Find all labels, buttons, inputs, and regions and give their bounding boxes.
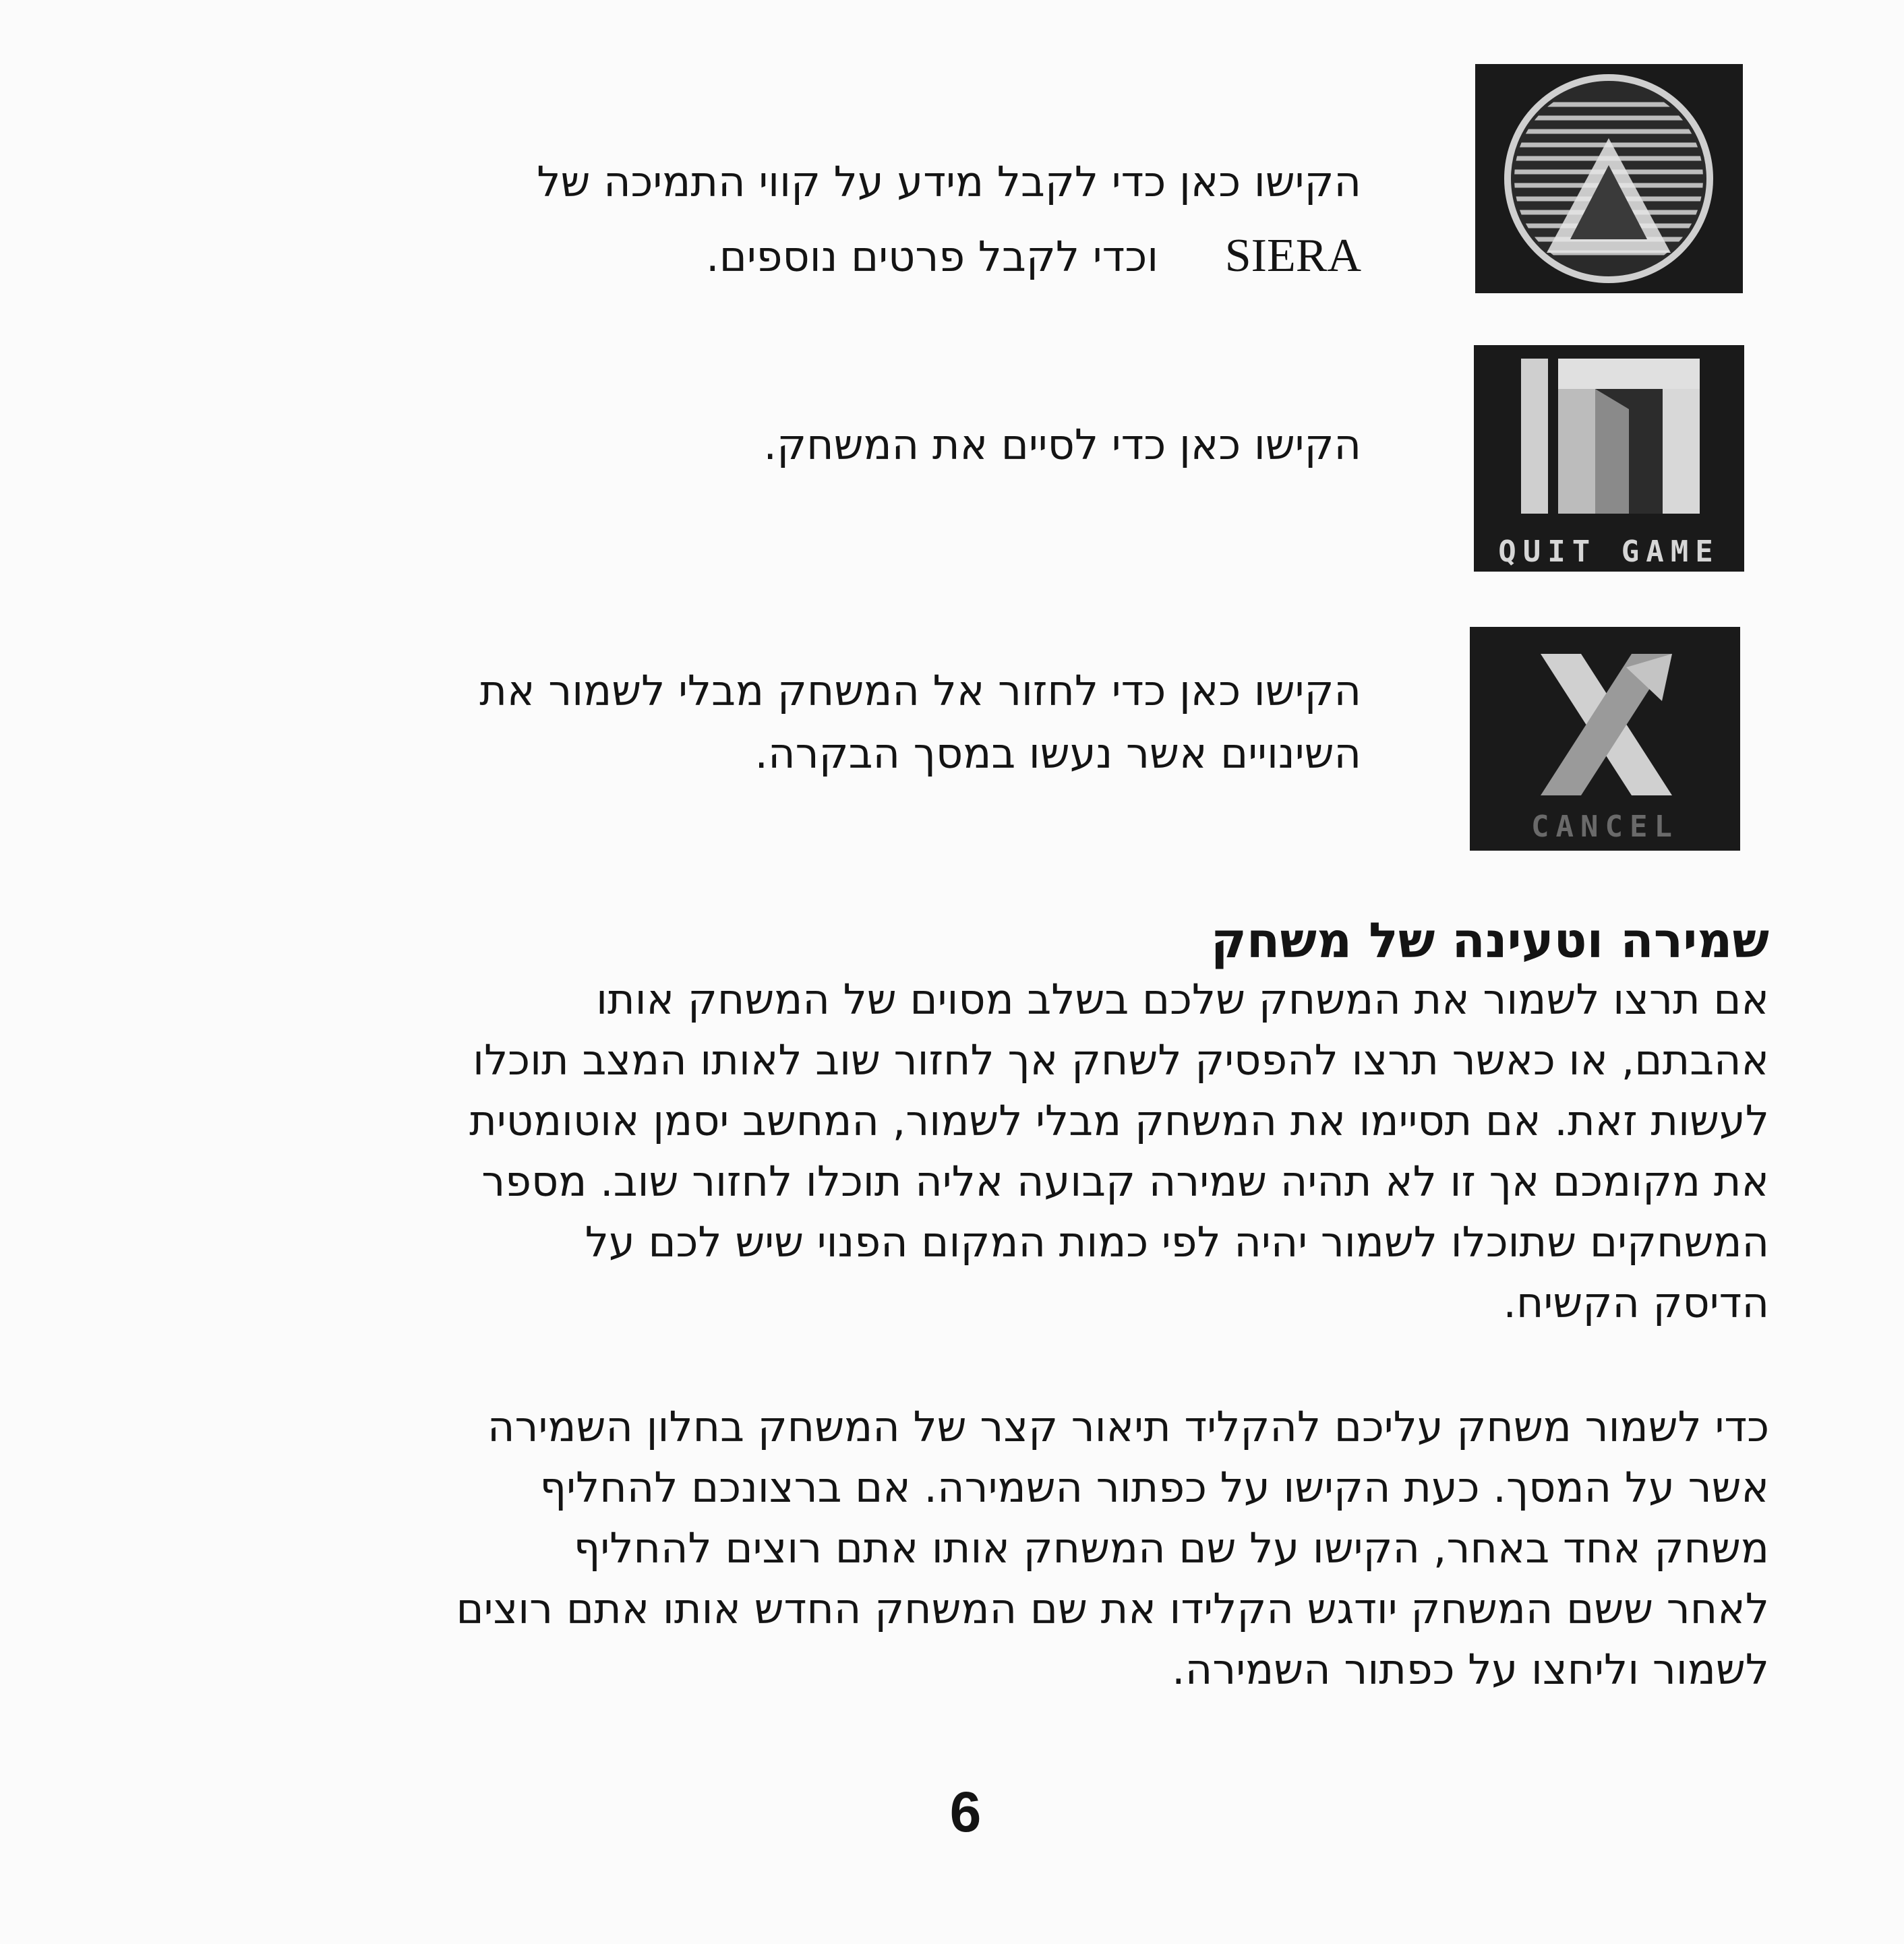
siera-support-text-line2 <box>706 222 1361 291</box>
cancel-text-line2: השינויים אשר נעשו במסך הבקרה. <box>754 729 1361 778</box>
paragraph-line: כדי לשמור משחק עליכם להקליד תיאור קצר של המשחק בחלון השמירה <box>487 1402 1769 1451</box>
page-number: 6 <box>949 1780 982 1844</box>
paragraph-line: לשמור וליחצו על כפתור השמירה. <box>1172 1645 1769 1694</box>
paragraph-line: אשר על המסך. כעת הקישו על כפתור השמירה. אם ברצונכם להחליף <box>539 1463 1769 1512</box>
paragraph-line: אהבתם, או כאשר תרצו להפסיק לשחק אך לחזור שוב לאותו המצב תוכלו <box>473 1035 1769 1085</box>
paragraph-line: אם תרצו לשמור את המשחק שלכם בשלב מסוים של המשחק אותו <box>596 975 1769 1024</box>
cancel-caption: CANCEL <box>1531 810 1679 844</box>
paragraph-line: את מקומכם אך זו לא תהיה שמירה קבועה אליה תוכלו לחזור שוב. מספר <box>481 1157 1769 1206</box>
quit-game-caption: QUIT GAME <box>1498 535 1720 569</box>
cancel-text-line1: הקישו כאן כדי לחזור אל המשחק מבלי לשמור את <box>479 666 1361 715</box>
paragraph-line: לאחר ששם המשחק יודגש הקלידו את שם המשחק החדש אותו אתם רוצים <box>456 1584 1769 1633</box>
paragraph-line: הדיסק הקשיח. <box>1503 1278 1769 1327</box>
section-title: שמירה וטעינה של משחק <box>1210 912 1769 969</box>
siera-support-text-line1: הקישו כאן כדי לקבל מידע על קווי התמיכה של <box>537 157 1361 206</box>
quit-game-icon[interactable] <box>1474 345 1744 572</box>
siera-support-text-rest: וכדי לקבל פרטים נוספים. <box>706 232 1159 281</box>
siera-brand: SIERA <box>1224 230 1361 282</box>
siera-logo-icon[interactable] <box>1475 64 1743 293</box>
quit-game-text: הקישו כאן כדי לסיים את המשחק. <box>763 420 1361 469</box>
paragraph-line: המשחקים שתוכלו לשמור יהיה לפי כמות המקום הפנוי שיש לכם על <box>585 1217 1769 1267</box>
paragraph-line: לעשות זאת. אם תסיימו את המשחק מבלי לשמור, המחשב יסמן אוטומטית <box>469 1096 1769 1145</box>
siera-logo-graphic <box>1475 64 1743 293</box>
cancel-icon[interactable] <box>1470 627 1740 851</box>
paragraph-line: משחק אחד באחר, הקישו על שם המשחק אותו אתם רוצים להחליף <box>573 1523 1769 1573</box>
